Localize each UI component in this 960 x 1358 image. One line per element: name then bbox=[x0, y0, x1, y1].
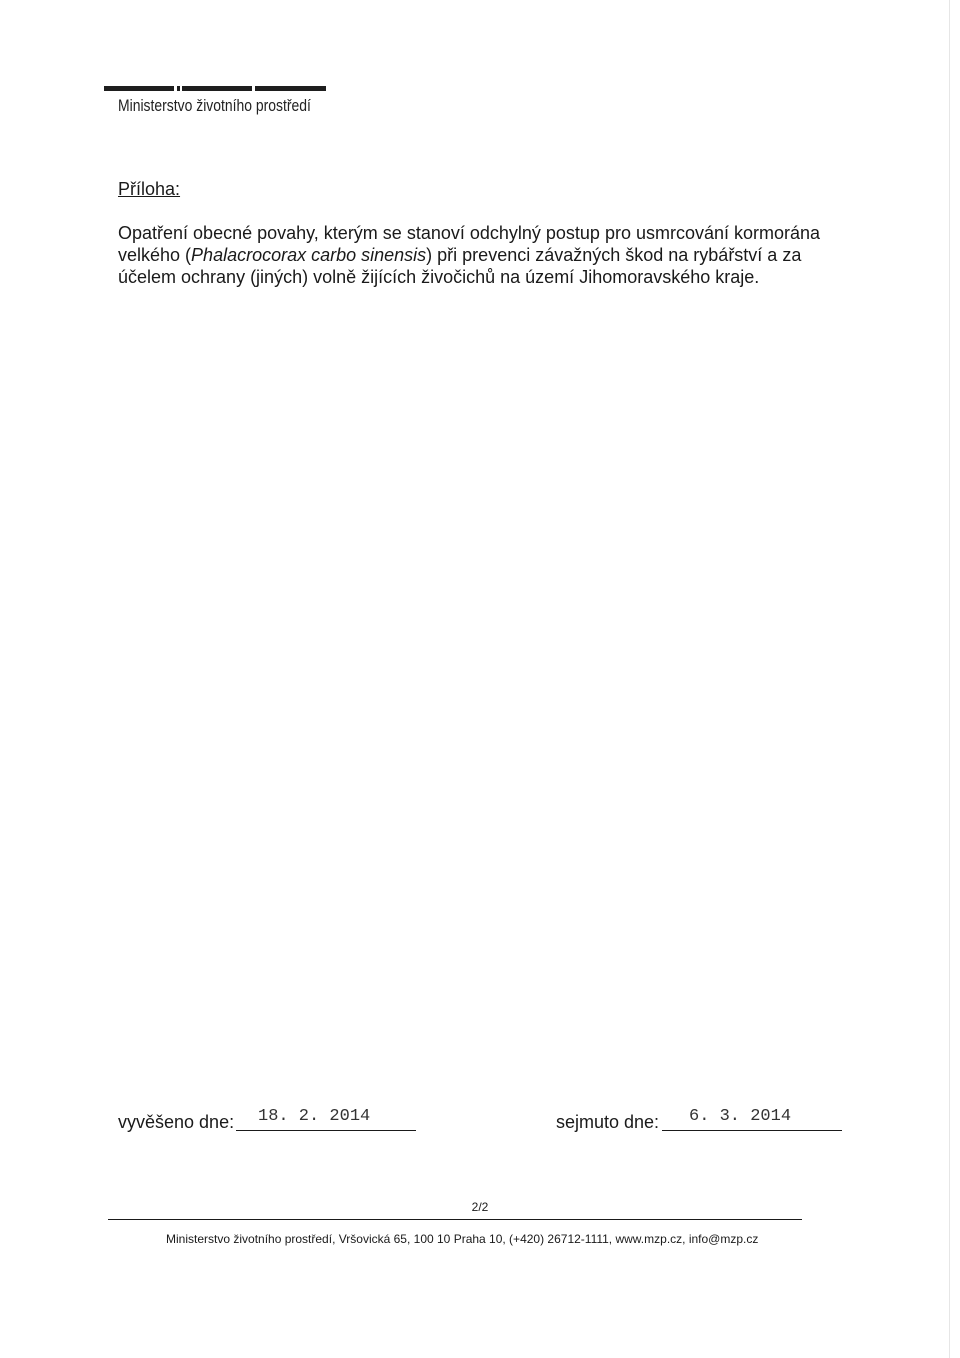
attachment-heading: Příloha: bbox=[118, 179, 181, 199]
description-line-2 bbox=[118, 244, 858, 266]
logo-bar bbox=[177, 86, 180, 91]
attachment-description bbox=[118, 222, 858, 288]
logo-bar bbox=[255, 86, 326, 91]
removed-label: sejmuto dne: bbox=[556, 1112, 660, 1132]
line2-before: velkého ( bbox=[118, 245, 192, 265]
logo-bar bbox=[182, 86, 252, 91]
ministry-logo-bars bbox=[104, 86, 326, 91]
page-edge bbox=[949, 0, 950, 1358]
footer-address: Ministerstvo životního prostředí, Vršovická 65, 100 10 Praha 10, (+420) 26712-1111, www.mzp.cz, info@mzp.cz bbox=[166, 1232, 759, 1246]
species-name: Phalacrocorax carbo sinensis bbox=[191, 245, 427, 265]
logo-bar bbox=[104, 86, 174, 91]
footer-rule bbox=[108, 1219, 802, 1220]
line2-after: ) při prevenci závažných škod na rybářství a za bbox=[426, 245, 802, 265]
description-line-1: Opatření obecné povahy, kterým se stanoví odchylný postup pro usmrcování kormorána bbox=[118, 223, 821, 243]
ministry-name: Ministerstvo životního prostředí bbox=[118, 96, 311, 115]
posted-date: 18. 2. 2014 bbox=[258, 1107, 371, 1126]
page-number: 2/2 bbox=[471, 1200, 489, 1214]
description-line-3: účelem ochrany (jiných) volně žijících živočichů na území Jihomoravského kraje. bbox=[118, 267, 760, 287]
posted-date-line bbox=[236, 1130, 416, 1131]
removed-date-line bbox=[662, 1130, 842, 1131]
removed-date: 6. 3. 2014 bbox=[689, 1107, 792, 1126]
posted-label: vyvěšeno dne: bbox=[118, 1112, 235, 1132]
